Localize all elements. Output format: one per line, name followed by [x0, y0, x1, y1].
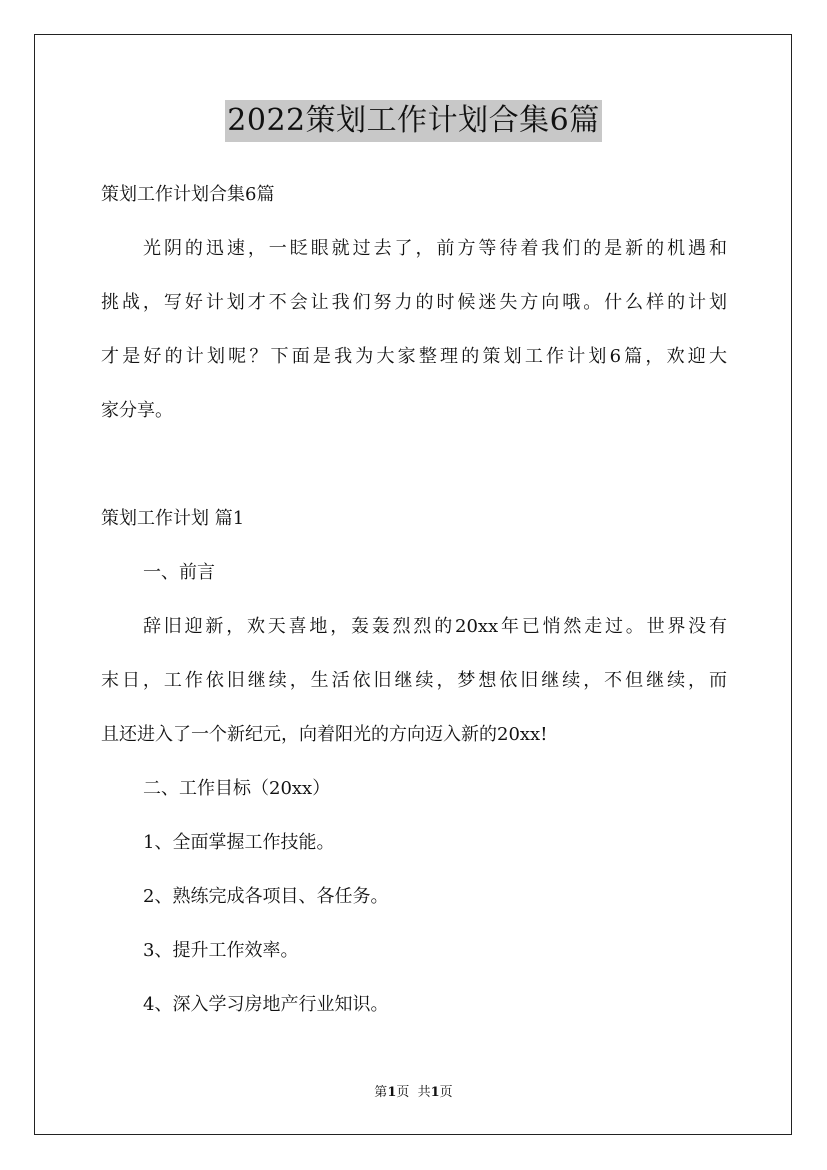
document-title: 2022策划工作计划合集6篇: [225, 100, 601, 142]
preface-heading: 一、前言: [143, 562, 215, 583]
footer-page-suffix: 页: [439, 1085, 453, 1100]
title-container: [0, 100, 827, 142]
footer-page-prefix: 第: [374, 1085, 388, 1100]
intro-line-1: 光阴的迅速，一眨眼就过去了，前方等待着我们的是新的机遇和: [143, 238, 727, 259]
goal-item-4: 4、深入学习房地产行业知识。: [143, 994, 389, 1015]
goal-item-1: 1、全面掌握工作技能。: [143, 832, 335, 853]
intro-line-4: 家分享。: [101, 400, 173, 421]
preface-line-2: 末日，工作依旧继续，生活依旧继续，梦想依旧继续，不但继续，而: [101, 670, 727, 691]
goals-heading: 二、工作目标（20xx）: [143, 778, 331, 799]
intro-line-3: 才是好的计划呢？下面是我为大家整理的策划工作计划6篇，欢迎大: [101, 346, 727, 367]
footer-page-mid: 页 共: [396, 1085, 431, 1100]
document-subtitle: 策划工作计划合集6篇: [101, 184, 275, 205]
preface-line-3: 且还进入了一个新纪元，向着阳光的方向迈入新的20xx!: [101, 724, 548, 745]
page-footer: [0, 1084, 827, 1102]
section-heading: 策划工作计划 篇1: [101, 508, 245, 529]
intro-line-2: 挑战，写好计划才不会让我们努力的时候迷失方向哦。什么样的计划: [101, 292, 727, 313]
preface-line-1: 辞旧迎新，欢天喜地，轰轰烈烈的20xx年已悄然走过。世界没有: [143, 616, 727, 637]
footer-page-current: 1: [387, 1085, 397, 1100]
goal-item-3: 3、提升工作效率。: [143, 940, 299, 961]
footer-page-total: 1: [430, 1085, 440, 1100]
goal-item-2: 2、熟练完成各项目、各任务。: [143, 886, 389, 907]
